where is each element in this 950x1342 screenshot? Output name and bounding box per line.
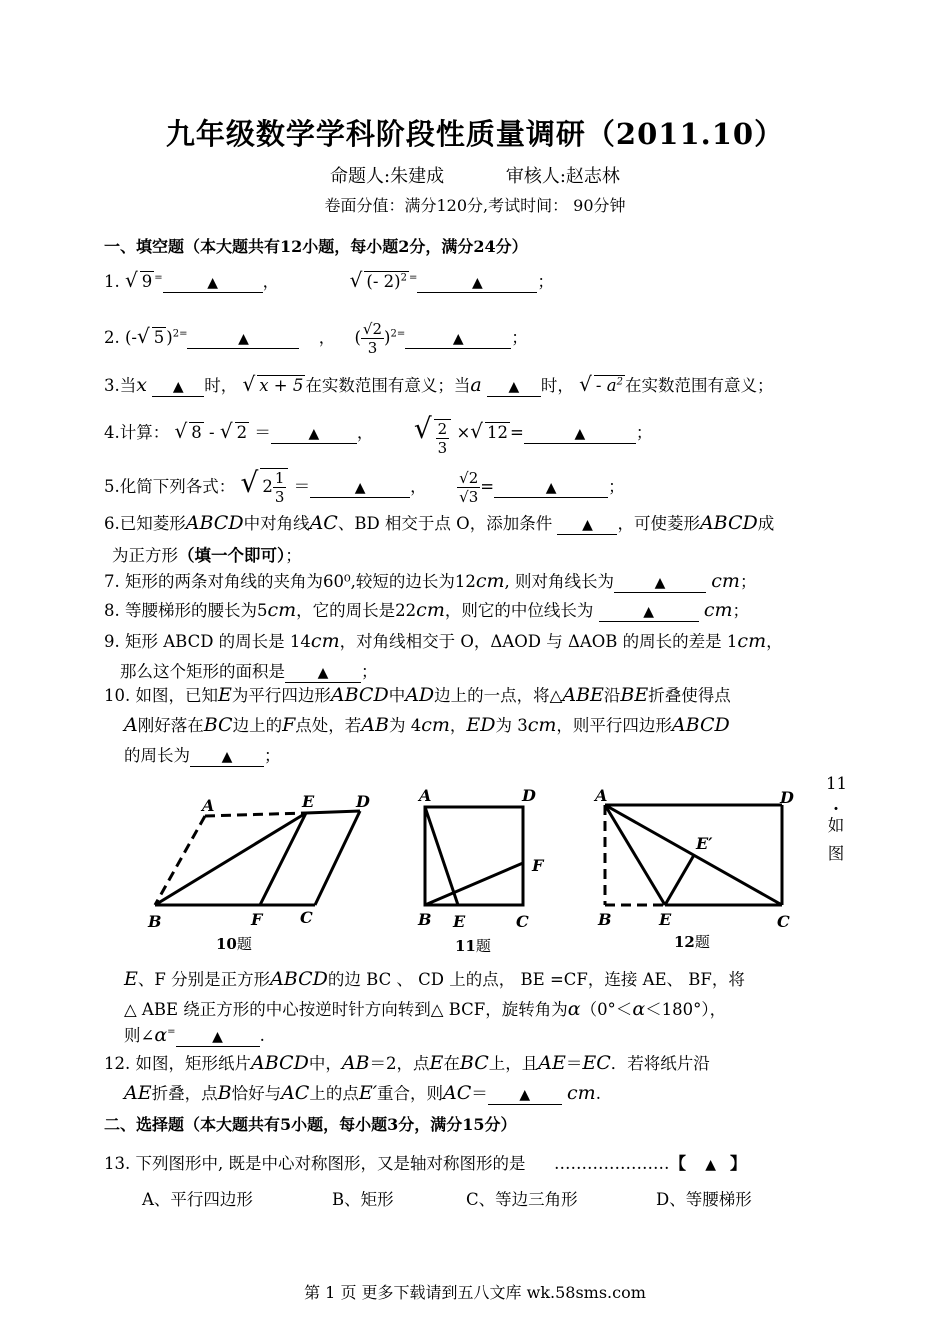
- question-11-line2: △ ABE 绕正方形的中心按逆时针方向转到△ BCF，旋转角为α（0°＜α＜180°），: [124, 998, 727, 1020]
- answer-blank[interactable]: ▲: [487, 376, 541, 397]
- answer-blank[interactable]: ▲: [176, 1026, 260, 1047]
- question-8: 8. 等腰梯形的腰长为5cm，它的周长是22cm，则它的中位线长为 ▲ cm；: [104, 599, 750, 621]
- figure-10: [155, 811, 360, 905]
- fig12-line-AE: [605, 805, 665, 905]
- question-13: 13. 下列图形中, 既是中心对称图形，又是轴对称图形的是 …………………【 ▲ 】: [104, 1154, 747, 1173]
- question-3: 3.当x ▲ 时， √ x + 5 在实数范围有意义；当a ▲ 时， √ - $a^2$ 在实数范围有意义；: [104, 372, 774, 396]
- q13-option-b[interactable]: B、矩形: [332, 1190, 394, 1209]
- q13-option-a[interactable]: A、平行四边形: [142, 1190, 253, 1209]
- proposer: 命题人:朱建成: [330, 166, 445, 187]
- fig10-label-E: E: [302, 792, 315, 811]
- question-11-side: 11 . 如 图: [826, 774, 847, 863]
- q13-option-d[interactable]: D、等腰梯形: [656, 1190, 752, 1209]
- fig12-label-B: B: [598, 910, 612, 929]
- answer-blank[interactable]: ▲: [163, 272, 263, 293]
- figure-12: [605, 805, 782, 905]
- fig10-line-ED: [306, 811, 360, 813]
- question-7: 7. 矩形的两条对角线的夹角为60⁰,较短的边长为12cm, 则对角线长为 ▲ cm；: [104, 570, 757, 592]
- fig11-caption: 11题: [455, 937, 491, 955]
- fig11-line-AE: [425, 807, 458, 905]
- answer-blank[interactable]: ▲: [187, 328, 299, 349]
- fig10-label-F: F: [251, 910, 263, 929]
- answer-blank[interactable]: ▲: [405, 328, 511, 349]
- figures-area: [140, 785, 820, 960]
- question-9-line2: 那么这个矩形的面积是 ▲ ；: [120, 662, 378, 681]
- author-line: [0, 162, 950, 188]
- answer-blank[interactable]: ▲: [557, 514, 617, 535]
- fig11-label-C: C: [516, 912, 529, 931]
- fig11-label-D: D: [522, 786, 536, 805]
- fig12-label-C: C: [777, 912, 790, 931]
- answer-blank[interactable]: ▲: [417, 272, 537, 293]
- question-11-line3: 则∠α= ▲ .: [124, 1024, 265, 1046]
- question-11: E、F 分别是正方形ABCD的边 BC 、 CD 上的点， BE =CF，连接 AE、 BF，将: [124, 968, 745, 990]
- fig10-line-AE: [205, 813, 306, 816]
- eq: =: [154, 272, 163, 284]
- figure-11: [425, 807, 523, 905]
- question-6: 6.已知菱形ABCD中对角线AC、BD 相交于点 O，添加条件 ▲ ，可使菱形ABCD成: [104, 512, 775, 534]
- question-2: 2. (-√ 5 )$^{2=}$ ▲ ， ( $\frac{√2}{3}$ )$^{2=}$ ▲ ；: [104, 320, 528, 357]
- radicand: (- 2)$^2$: [366, 272, 407, 291]
- answer-blank[interactable]: ▲: [524, 423, 636, 444]
- fig10-caption: 10题: [216, 935, 252, 953]
- answer-blank[interactable]: ▲: [488, 1084, 562, 1105]
- fig10-label-C: C: [300, 908, 313, 927]
- answer-blank[interactable]: ▲: [614, 572, 706, 593]
- question-10-line3: 的周长为 ▲ ；: [124, 746, 281, 765]
- question-1: 1. √ 9 = ▲ ， √ (- 2)$^2$ = ▲ ；: [104, 268, 554, 292]
- answer-blank[interactable]: ▲: [152, 376, 204, 397]
- fig11-line-BF: [425, 863, 523, 905]
- answer-blank[interactable]: ▲: [271, 423, 357, 444]
- question-12-line2: AE折叠，点B恰好与AC上的点E′重合，则AC＝ ▲ cm.: [124, 1082, 601, 1104]
- fig10-line-AB: [155, 816, 205, 905]
- reviewer: 审核人:赵志林: [505, 166, 620, 187]
- fig11-label-E: E: [453, 912, 466, 931]
- answer-blank[interactable]: ▲: [599, 601, 699, 622]
- answer-blank[interactable]: ▲: [494, 477, 608, 498]
- sep: ，: [262, 272, 280, 291]
- page-footer: 第 1 页 更多下载请到五八文库 wk.58sms.com: [304, 1283, 646, 1302]
- question-10-line2: A刚好落在BC边上的F点处，若AB为 4cm，ED为 3cm，则平行四边形ABCD: [124, 714, 730, 736]
- question-10: 10. 如图，已知E为平行四边形ABCD中AD边上的一点，将△ABE沿BE折叠使得点: [104, 684, 731, 706]
- fig12-line-EEp: [665, 855, 694, 905]
- q13-option-c[interactable]: C、等边三角形: [466, 1190, 578, 1209]
- fig10-label-D: D: [356, 792, 370, 811]
- exam-info: 卷面分值：满分120分,考试时间： 90分钟: [324, 196, 626, 215]
- question-6-line2: 为正方形（填一个即可）；: [112, 546, 302, 565]
- fig12-label-D: D: [780, 788, 794, 807]
- section1-heading: 一、填空题（本大题共有12小题，每小题2分，满分24分）: [104, 237, 528, 256]
- fig10-line-DC: [315, 811, 360, 905]
- fig11-label-F: F: [532, 856, 544, 875]
- question-5: 5.化简下列各式： √ 2 $\frac{1}{3}$ ＝ ▲ ， $\frac{√2}{√3}$ = ▲ ；: [104, 466, 625, 506]
- answer-blank[interactable]: ▲: [310, 477, 410, 498]
- answer-blank[interactable]: ▲: [190, 746, 264, 767]
- radicand: 9: [141, 272, 153, 291]
- fig11-label-B: B: [418, 910, 432, 929]
- question-12: 12. 如图，矩形纸片ABCD中，AB＝2，点E在BC上，且AE＝EC．若将纸片沿: [104, 1052, 710, 1074]
- fig11-label-A: A: [419, 786, 432, 805]
- section2-heading: 二、选择题（本大题共有5小题，每小题3分，满分15分）: [104, 1115, 517, 1134]
- answer-blank[interactable]: ▲: [285, 662, 361, 683]
- fig11-square: [425, 807, 523, 905]
- fig12-caption: 12题: [674, 933, 710, 951]
- q-num: 1.: [104, 272, 120, 291]
- fig10-label-A: A: [202, 796, 215, 815]
- fig12-label-Ep: E′: [696, 834, 713, 853]
- fig10-label-B: B: [148, 912, 162, 931]
- answer-bracket[interactable]: ▲: [705, 1157, 717, 1173]
- question-4: 4.计算： √ 8 - √ 2 ＝ ▲ ， √ $\frac{2}{3}$ ×√ 12 = ▲ ；: [104, 412, 653, 457]
- question-9: 9. 矩形 ABCD 的周长是 14cm，对角线相交于 O，ΔAOD 与 ΔAOB 的周长的差是 1cm，: [104, 630, 783, 652]
- fig12-label-E: E: [659, 910, 672, 929]
- page-title: 九年级数学学科阶段性质量调研（2011.10）: [165, 117, 785, 151]
- fig12-label-A: A: [595, 786, 608, 805]
